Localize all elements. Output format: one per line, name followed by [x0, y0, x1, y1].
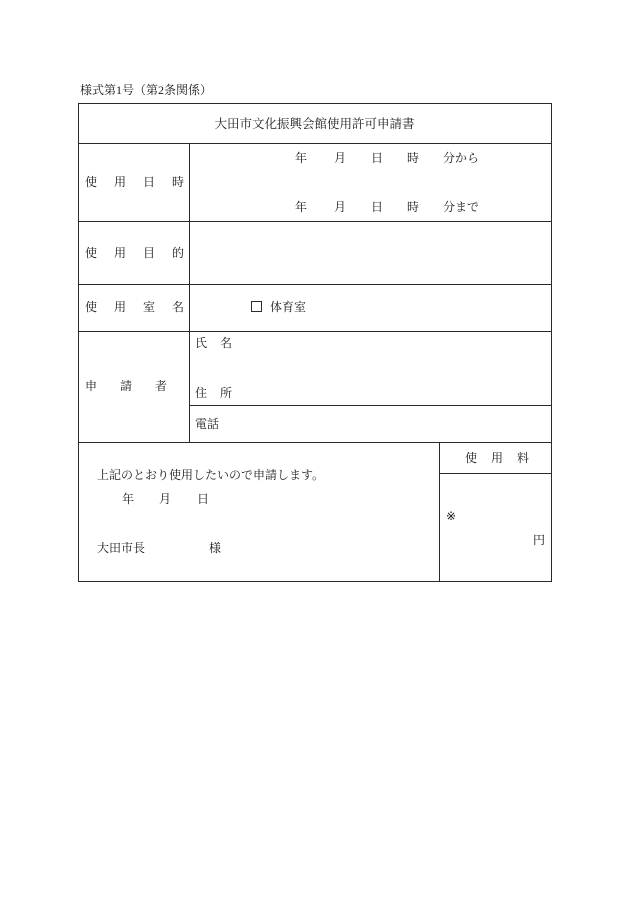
- usage-datetime-label: 使用日時: [85, 175, 202, 189]
- declaration-year-label: 年: [122, 492, 135, 506]
- honorific: 様: [209, 541, 222, 555]
- fee-unit: 円: [533, 533, 546, 547]
- name-field[interactable]: [235, 332, 551, 372]
- phone-label: 電話: [195, 417, 220, 431]
- from-hour-label: 時: [407, 151, 420, 165]
- row-divider: [78, 442, 551, 443]
- fee-field[interactable]: [440, 474, 551, 581]
- form-title: 大田市文化振興会館使用許可申請書: [214, 117, 415, 131]
- address-field[interactable]: [235, 373, 551, 404]
- from-day-label: 日: [371, 151, 384, 165]
- to-month-label: 月: [334, 200, 347, 214]
- checkbox-icon[interactable]: [251, 301, 262, 312]
- applicant-label: 申請者: [85, 379, 191, 393]
- from-year-label: 年: [295, 151, 308, 165]
- row-divider: [78, 284, 551, 285]
- fee-label: 使用料: [465, 451, 544, 465]
- to-day-label: 日: [371, 200, 384, 214]
- to-year-label: 年: [295, 200, 308, 214]
- addressee: 大田市長: [97, 541, 146, 555]
- form-number: 様式第1号（第2条関係）: [80, 83, 213, 97]
- room-option-gym: 体育室: [270, 300, 307, 314]
- from-month-label: 月: [334, 151, 347, 165]
- to-minute-label: 分まで: [443, 200, 480, 214]
- room-label: 使用室名: [85, 300, 202, 314]
- to-hour-label: 時: [407, 200, 420, 214]
- phone-field[interactable]: [225, 406, 551, 442]
- name-label: 氏名: [195, 336, 246, 350]
- declaration-day-label: 日: [197, 492, 210, 506]
- declaration-text: 上記のとおり使用したいので申請します。: [97, 468, 325, 482]
- from-minute-label: 分から: [443, 151, 480, 165]
- declaration-month-label: 月: [159, 492, 172, 506]
- purpose-field[interactable]: [190, 222, 551, 284]
- address-label: 住所: [195, 386, 246, 400]
- purpose-label: 使用目的: [85, 246, 202, 260]
- fee-note-mark: ※: [446, 509, 457, 523]
